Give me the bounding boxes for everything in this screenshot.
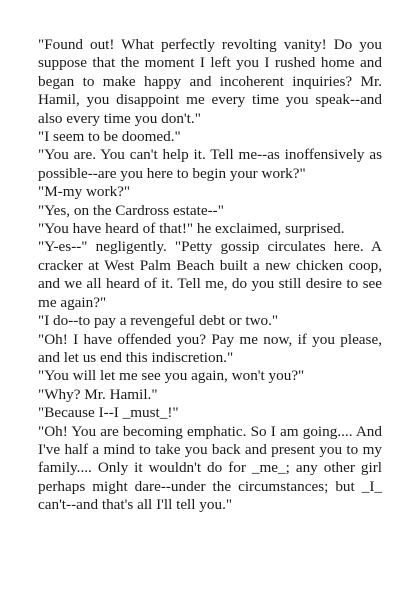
paragraph: "Yes, on the Cardross estate--" [38, 201, 224, 219]
paragraph: "Because I--I _must_!" [38, 404, 179, 422]
paragraph: "You will let me see you again, won't you?" [38, 367, 305, 385]
book-page [38, 36, 382, 515]
paragraph: "I seem to be doomed." [38, 128, 181, 146]
paragraph: "Why? Mr. Hamil." [38, 385, 158, 403]
paragraph: "Y-es--" negligently. "Petty gossip circulates here. A cracker at West Palm Beach built a new chicken coop, and we all heard of it. Tell me, do you still desire to see me again?" [38, 238, 382, 311]
paragraph: "I do--to pay a revengeful debt or two." [38, 312, 279, 330]
paragraph: "M-my work?" [38, 183, 131, 201]
paragraph: "Oh! You are becoming emphatic. So I am going.... And I've half a mind to take you back and present you to my family.... Only it wouldn't do for _me_; any other girl perhaps might dare--under the circumstances; but _I_ can't--and that's all I'll tell you." [38, 422, 382, 514]
paragraph: "Oh! I have offended you? Pay me now, if you please, and let us end this indiscretion." [38, 330, 382, 366]
paragraph: "You have heard of that!" he exclaimed, surprised. [38, 220, 345, 238]
paragraph: "You are. You can't help it. Tell me--as inoffensively as possible--are you here to begin your work?" [38, 146, 382, 182]
paragraph: "Found out! What perfectly revolting vanity! Do you suppose that the moment I left you I rushed home and began to make happy and incoherent inquiries? Mr. Hamil, you disappoint me every time you speak--and also every time you don't." [38, 36, 382, 127]
